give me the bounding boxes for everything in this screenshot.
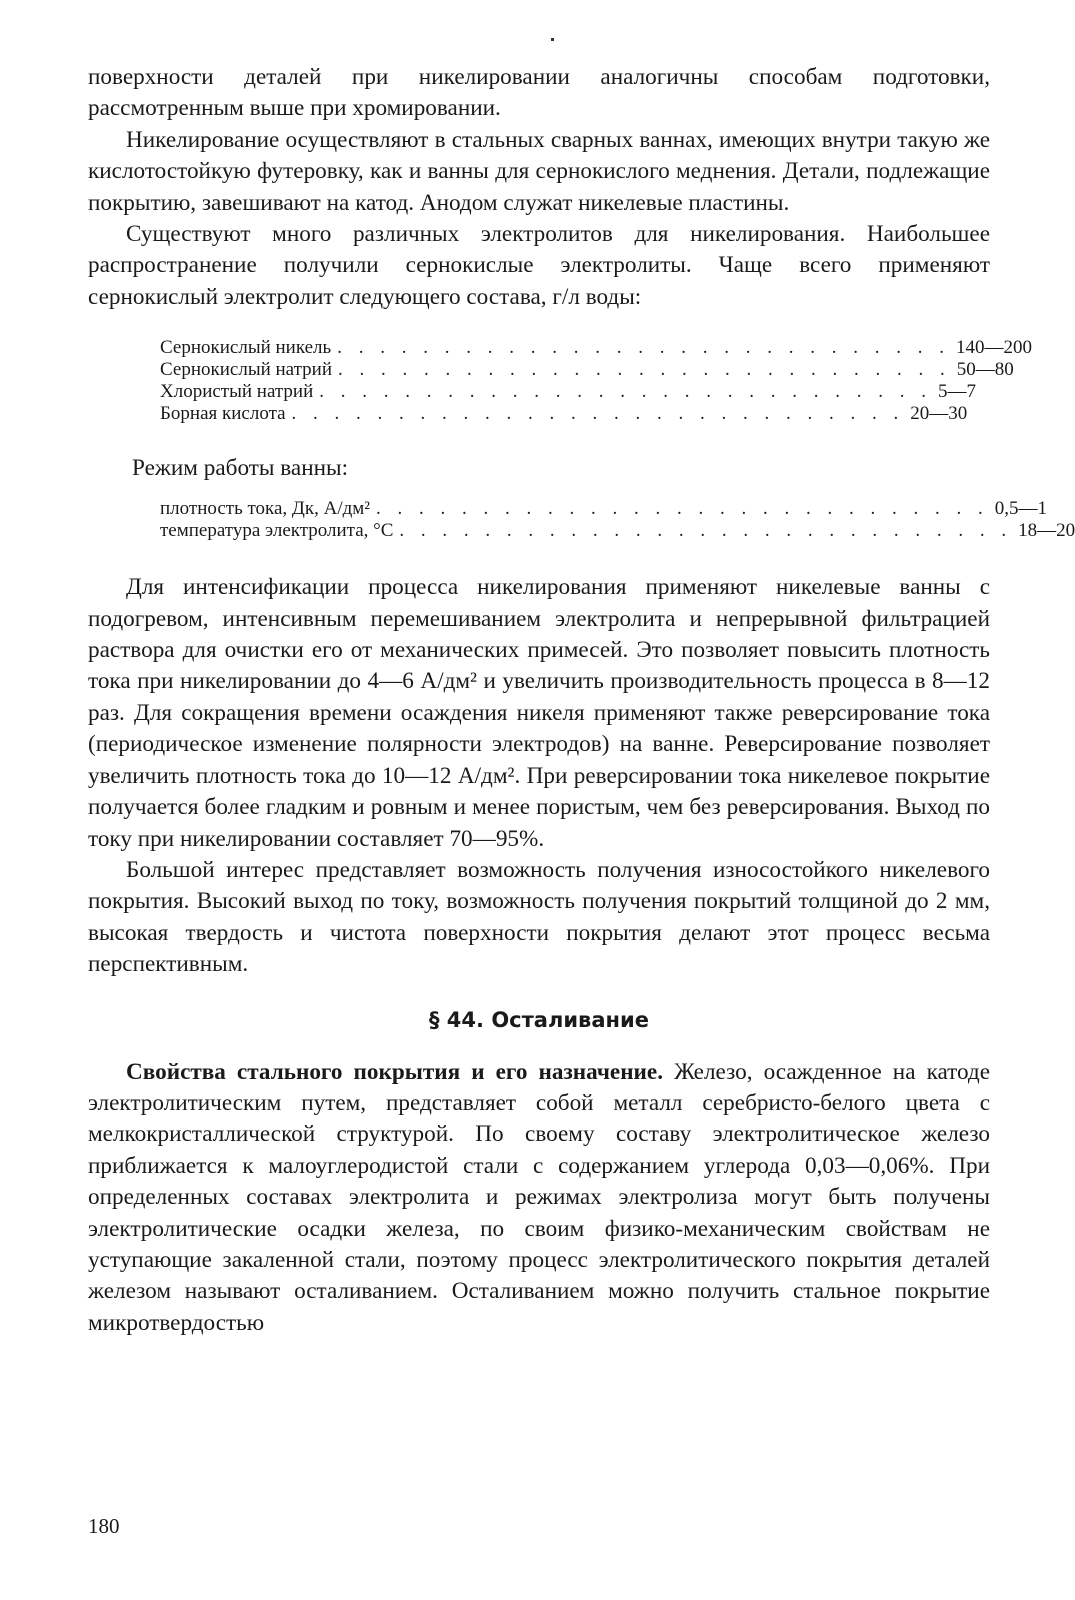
electrolyte-composition-list xyxy=(160,337,1032,425)
bath-mode-title: Режим работы ванны: xyxy=(132,455,349,482)
mode-row xyxy=(160,520,1075,542)
mode-value: 18—20 xyxy=(1018,520,1075,542)
leader-dots: . . . . . . . . . . . . . . . . . . . . . . . . . . . . . xyxy=(291,403,905,425)
leader-dots: . . . . . . . . . . . . . . . . . . . . . . . . . . . . . xyxy=(337,337,950,359)
paragraph-continuation: поверхности деталей при никелировании аналогичны способам подготовки, рассмотренным выше при хромировании. xyxy=(88,64,990,122)
composition-row xyxy=(160,337,1032,359)
leader-dots: . . . . . . . . . . . . . . . . . . . . . . . . . . . . . xyxy=(337,359,951,381)
bath-mode-list xyxy=(160,498,1075,542)
paragraph-lead-in: Свойства стального покрытия и его назначение. xyxy=(126,1058,664,1085)
mode-parameter: плотность тока, Дк, А/дм² xyxy=(160,498,371,520)
composition-row xyxy=(160,403,968,425)
paragraph-intensification: Для интенсификации процесса никелирования применяют никелевые ванны с подогревом, интенсивным перемешиванием электролита и непрерывной фильтрацией раствора для очистки его от механических примесей. Это позволяет повысить плотность тока при никелировании до 4—6 А/дм² и увеличить производительность процесса в 8—12 раз. Для сокращения времени осаждения никеля применяют также реверсирование тока (периодическое изменение полярности электродов) на ванне. Реверсирование позволяет увеличить плотность тока до 10—12 А/дм². При реверсировании тока никелевое покрытие получается более гладким и ровным и менее пористым, чем без реверсирования. Выход по току при никелировании составляет 70—95%. xyxy=(88,574,990,852)
mode-row xyxy=(160,498,1048,520)
component-name: Сернокислый натрий xyxy=(160,359,332,381)
paragraph-steel-coating xyxy=(88,1057,990,1340)
section-heading: § 44. Осталивание xyxy=(429,1007,649,1032)
component-value: 5—7 xyxy=(938,381,977,403)
mode-value: 0,5—1 xyxy=(994,498,1048,520)
component-name: Сернокислый никель xyxy=(160,337,332,359)
leader-dots: . . . . . . . . . . . . . . . . . . . . . . . . . . . . . xyxy=(376,498,989,520)
component-value: 50—80 xyxy=(956,359,1014,381)
composition-row xyxy=(160,381,977,403)
paragraph-electrolytes: Существуют много различных электролитов для никелирования. Наибольшее распространение получили сернокислые электролиты. Чаще всего применяют сернокислый электролит следующего состава, г/л воды: xyxy=(88,221,990,310)
leader-dots: . . . . . . . . . . . . . . . . . . . . . . . . . . . . . xyxy=(319,381,933,403)
component-name: Борная кислота xyxy=(160,403,286,425)
component-name: Хлористый натрий xyxy=(160,381,314,403)
print-speck xyxy=(551,38,554,41)
composition-row xyxy=(160,359,1014,381)
leader-dots: . . . . . . . . . . . . . . . . . . . . . . . . . . . . . xyxy=(399,520,1013,542)
paragraph-wear-resistant: Большой интерес представляет возможность получения износостойкого никелевого покрытия. Высокий выход по току, возможность получения покрытий толщиной до 2 мм, высокая твердость и чистота поверхности покрытия делают этот процесс весьма перспективным. xyxy=(88,856,990,978)
component-value: 20—30 xyxy=(910,403,968,425)
mode-parameter: температура электролита, °С xyxy=(160,520,394,542)
page-number: 180 xyxy=(88,1514,120,1538)
paragraph-body: Железо, осажденное на катоде электролитическим путем, представляет собой металл серебристо-белого цвета с мелкокристаллической структурой. По своему составу электролитическое железо приближается к малоуглеродистой стали с содержанием углерода 0,03—0,06%. При определенных составах электролита и режимах электролиза могут быть получены электролитические осадки железа, по своим физико-механическим свойствам не уступающие закаленной стали, поэтому процесс электролитического покрытия деталей железом называют осталиванием. Осталиванием можно получить стальное покрытие микротвердостью xyxy=(88,1058,991,1336)
paragraph-nickel-baths: Никелирование осуществляют в стальных сварных ваннах, имеющих внутри такую же кислотостойкую футеровку, как и ванны для сернокислого меднения. Детали, подлежащие покрытию, завешивают на катод. Анодом служат никелевые пластины. xyxy=(88,126,990,216)
component-value: 140—200 xyxy=(955,337,1032,359)
